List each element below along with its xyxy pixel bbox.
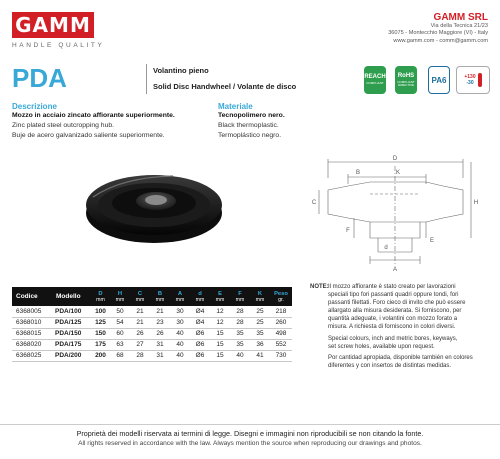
note-line: Il mozzo affiorante è stato creato per lavorazioni <box>328 284 456 290</box>
cell-d-major: 200 <box>91 350 110 361</box>
cell-code: 6368025 <box>12 350 52 361</box>
cell-code: 6368020 <box>12 339 52 350</box>
note-line: Por cantidad apropiada, disponible también en colores <box>328 354 473 361</box>
th-k: K mm <box>250 287 270 306</box>
cell-d-minor: Ø4 <box>190 317 210 328</box>
cell-model: PDA/125 <box>52 317 91 328</box>
cell-a: 40 <box>170 339 190 350</box>
cell-f: 35 <box>230 328 250 339</box>
company-name: GAMM SRL <box>433 12 488 23</box>
description-heading: Descrizione <box>12 102 57 111</box>
title-divider <box>146 64 147 94</box>
cell-d-major: 125 <box>91 317 110 328</box>
cell-c: 21 <box>130 306 150 317</box>
cell-code: 6368015 <box>12 328 52 339</box>
cell-h: 68 <box>110 350 130 361</box>
cell-k: 35 <box>250 328 270 339</box>
cell-a: 30 <box>170 317 190 328</box>
temperature-badge <box>456 66 490 94</box>
table-header-row <box>12 287 292 306</box>
th-f: F mm <box>230 287 250 306</box>
dim-label-d-major: D <box>392 156 398 162</box>
dim-label-h: H <box>473 200 479 206</box>
cell-d-minor: Ø6 <box>190 328 210 339</box>
cell-f: 40 <box>230 350 250 361</box>
cell-e: 15 <box>210 350 230 361</box>
footer-copyright-it: Proprietà dei modelli riservata ai termini di legge. Disegni e immagini non riproducibili se non citando la fonte. <box>76 429 424 438</box>
th-a: A mm <box>170 287 190 306</box>
cell-b: 23 <box>150 317 170 328</box>
description-es: Buje de acero galvanizado saliente superiormente. <box>12 132 165 139</box>
note-line: speciali tipo fori passanti quadri oppure tondi, fori <box>328 292 459 299</box>
reach-badge-sub: COMPLIANT <box>366 81 384 86</box>
logo-tagline: HANDLE QUALITY <box>12 42 105 49</box>
product-title-en: Solid Disc Handwheel / Volante de disco <box>153 82 297 91</box>
table-row <box>12 328 292 339</box>
th-b: B mm <box>150 287 170 306</box>
cell-e: 15 <box>210 339 230 350</box>
cell-code: 6368010 <box>12 317 52 328</box>
footer-divider <box>0 424 500 425</box>
cell-h: 54 <box>110 317 130 328</box>
rohs-badge-label: RoHS <box>397 72 415 79</box>
rohs-badge <box>395 66 417 94</box>
material-es: Termoplástico negro. <box>218 132 282 139</box>
description-it: Mozzo in acciaio zincato affiorante superiormente. <box>12 112 175 119</box>
th-h: H mm <box>110 287 130 306</box>
temp-min: -30 <box>466 80 474 86</box>
note-line: diferentes y con insertos de distintas medidas. <box>328 362 452 369</box>
gamm-logo <box>12 12 94 38</box>
specification-table <box>12 287 292 362</box>
cell-d-minor: Ø6 <box>190 350 210 361</box>
note-line: passanti filettati. Foro cieco di invito che può essere <box>328 300 466 307</box>
cell-b: 21 <box>150 306 170 317</box>
cell-d-minor: Ø6 <box>190 339 210 350</box>
cell-d-minor: Ø4 <box>190 306 210 317</box>
cell-a: 30 <box>170 306 190 317</box>
th-d-major: D mm <box>91 287 110 306</box>
th-c: C mm <box>130 287 150 306</box>
cell-peso: 552 <box>270 339 292 350</box>
product-code: PDA <box>12 63 67 93</box>
cell-f: 28 <box>230 317 250 328</box>
table-row <box>12 317 292 328</box>
cell-b: 26 <box>150 328 170 339</box>
dim-label-f: F <box>346 228 350 234</box>
material-it: Tecnopolimero nero. <box>218 112 285 119</box>
dim-label-c: C <box>311 200 317 206</box>
table-row <box>12 350 292 361</box>
cell-model: PDA/175 <box>52 339 91 350</box>
cell-k: 41 <box>250 350 270 361</box>
cell-c: 28 <box>130 350 150 361</box>
note-line: allargato alla misura desiderata. Si forniscono, per <box>328 308 462 315</box>
cell-peso: 498 <box>270 328 292 339</box>
thermometer-icon <box>478 73 482 87</box>
cell-c: 21 <box>130 317 150 328</box>
cell-e: 12 <box>210 306 230 317</box>
cell-a: 40 <box>170 328 190 339</box>
cell-e: 15 <box>210 328 230 339</box>
cell-e: 12 <box>210 317 230 328</box>
company-info <box>388 12 488 45</box>
material-heading: Materiale <box>218 102 253 111</box>
handwheel-product-image <box>83 163 225 247</box>
cell-k: 25 <box>250 317 270 328</box>
note-line: Special colours, inch and metric bores, keyways, <box>328 335 458 342</box>
cell-h: 63 <box>110 339 130 350</box>
material-en: Black thermoplastic. <box>218 122 279 129</box>
dim-label-b: B <box>355 170 361 176</box>
dim-label-d-minor: d <box>384 245 388 251</box>
cell-c: 27 <box>130 339 150 350</box>
technical-drawing <box>308 152 483 274</box>
note-paragraph-en <box>328 335 490 351</box>
company-city: 36075 - Montecchio Maggiore (VI) - Italy <box>388 30 488 37</box>
cell-d-major: 175 <box>91 339 110 350</box>
notes-block <box>310 283 490 370</box>
cell-h: 60 <box>110 328 130 339</box>
cell-f: 35 <box>230 339 250 350</box>
cell-b: 31 <box>150 339 170 350</box>
cell-b: 31 <box>150 350 170 361</box>
rohs-badge-sub: COMPLIANT DIRECTIVE <box>397 79 415 87</box>
cell-c: 26 <box>130 328 150 339</box>
note-line: set screw holes, available upon request. <box>328 343 435 350</box>
th-modello: Modello <box>52 287 91 306</box>
material-pa6-badge <box>428 66 450 94</box>
dim-label-a: A <box>392 267 398 273</box>
cell-peso: 260 <box>270 317 292 328</box>
th-codice: Codice <box>12 287 52 306</box>
company-address: Via della Tecnica 21/23 <box>430 23 488 29</box>
cell-peso: 730 <box>270 350 292 361</box>
table-row <box>12 306 292 317</box>
cell-h: 50 <box>110 306 130 317</box>
dim-label-k: K <box>395 170 401 176</box>
cell-model: PDA/200 <box>52 350 91 361</box>
cell-a: 40 <box>170 350 190 361</box>
cell-k: 36 <box>250 339 270 350</box>
reach-badge <box>364 66 386 94</box>
dim-label-e: E <box>429 238 435 244</box>
reach-badge-label: REACH <box>364 74 386 81</box>
temp-max: +130 <box>464 74 476 80</box>
note-label: NOTE: <box>310 284 329 290</box>
note-paragraph-it <box>328 283 490 332</box>
cell-k: 25 <box>250 306 270 317</box>
note-line: quantità adeguate, i volantini con mozzo forato a <box>328 316 458 323</box>
cell-code: 6368005 <box>12 306 52 317</box>
cell-d-major: 100 <box>91 306 110 317</box>
company-web: www.gamm.com - comm@gamm.com <box>393 37 488 44</box>
cell-model: PDA/100 <box>52 306 91 317</box>
th-peso: Peso gr. <box>270 287 292 306</box>
cell-model: PDA/150 <box>52 328 91 339</box>
pa6-label: PA6 <box>431 75 447 85</box>
description-en: Zinc plated steel outcropping hub. <box>12 122 115 129</box>
footer-copyright-en: All rights reserved in accordance with the law. Always mention the source when reproducing our drawings and photos. <box>78 440 422 447</box>
table-row <box>12 339 292 350</box>
th-e: E mm <box>210 287 230 306</box>
note-line: misura. A richiesta di forniscono in colori diversi. <box>328 324 456 331</box>
product-title-it: Volantino pieno <box>153 66 209 75</box>
th-d-minor: d mm <box>190 287 210 306</box>
note-paragraph-es <box>328 354 490 370</box>
cell-peso: 218 <box>270 306 292 317</box>
cell-f: 28 <box>230 306 250 317</box>
cell-d-major: 150 <box>91 328 110 339</box>
logo-text: GAMM <box>15 13 91 37</box>
